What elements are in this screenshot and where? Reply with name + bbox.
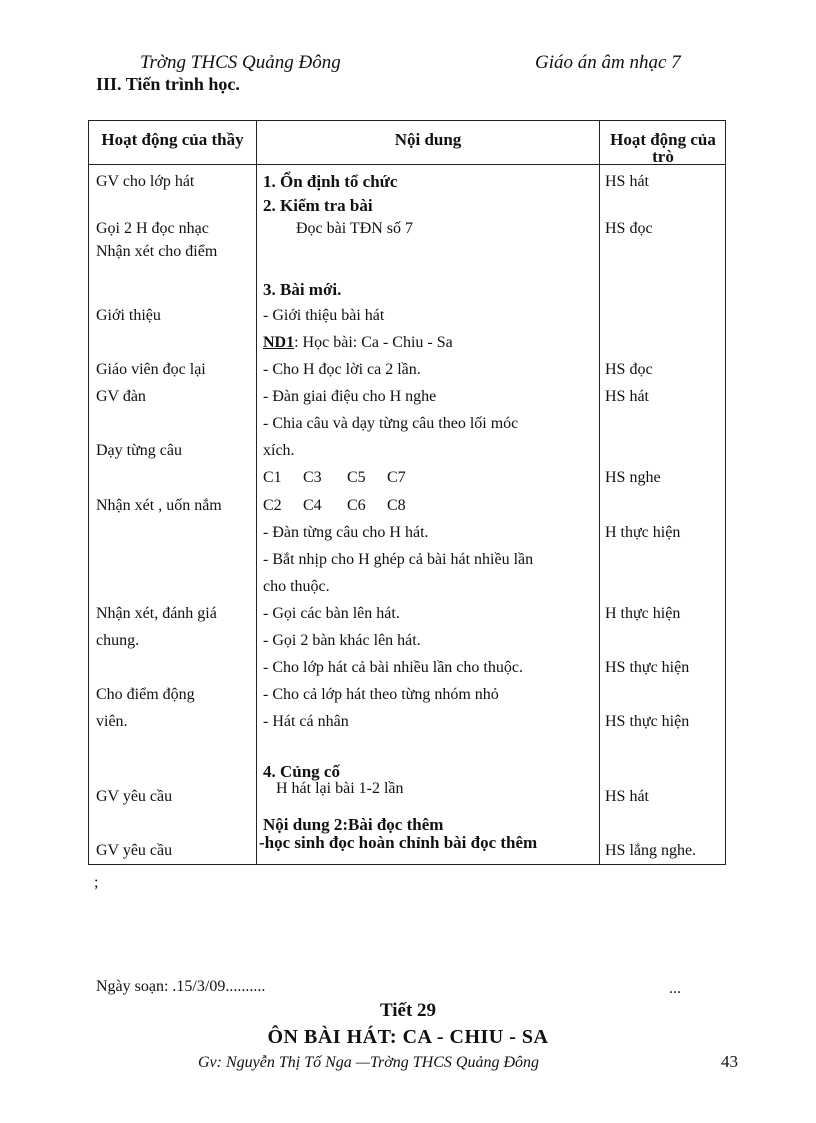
content-line: - Cho cả lớp hát theo từng nhóm nhỏ <box>263 686 499 703</box>
header-school: Trờng THCS Quảng Đông <box>140 52 341 73</box>
student-cell: HS đọc <box>605 361 653 378</box>
content-line: xích. <box>263 442 295 459</box>
student-cell: HS lắng nghe. <box>605 842 697 859</box>
content-line: - Gọi các bàn lên hát. <box>263 605 400 622</box>
verse-item: C7 <box>387 469 406 486</box>
lesson-table <box>88 120 726 865</box>
song-title: ÔN BÀI HÁT: CA - CHIU - SA <box>267 1026 549 1048</box>
header-teacher-activity: Hoạt động của thầy <box>101 130 244 149</box>
content-line: - Giới thiệu bài hát <box>263 307 385 324</box>
step-heading: 3. Bài mới. <box>263 280 342 299</box>
header-student-activity: Hoạt động của trò <box>610 130 716 166</box>
teacher-cell: Nhận xét, đánh giá <box>96 605 217 622</box>
step-heading: 2. Kiểm tra bài <box>263 196 373 215</box>
column-divider <box>599 121 600 864</box>
header-subject: Giáo án âm nhạc 7 <box>535 52 681 73</box>
verse-item: C5 <box>347 469 366 486</box>
student-cell: HS hát <box>605 788 649 805</box>
teacher-cell: GV cho lớp hát <box>96 173 195 190</box>
verse-item: C8 <box>387 497 406 514</box>
content-line: - Cho lớp hát cả bài nhiều lần cho thuộc. <box>263 659 523 676</box>
content-line: Đọc bài TĐN số 7 <box>296 220 414 237</box>
content-line: H hát lại bài 1-2 lần <box>276 780 404 797</box>
content-line: cho thuộc. <box>263 578 330 595</box>
teacher-cell: viên. <box>96 713 128 730</box>
student-cell: HS thực hiện <box>605 659 690 676</box>
step-heading: 1. Ổn định tổ chức <box>263 172 398 191</box>
teacher-cell: Nhận xét cho điểm <box>96 243 218 260</box>
step-heading: 4. Củng cố <box>263 762 340 781</box>
verse-item: C2 <box>263 497 282 514</box>
student-cell: H thực hiện <box>605 524 681 541</box>
content-line <box>263 334 453 352</box>
teacher-cell: Giáo viên đọc lại <box>96 361 206 378</box>
lesson-number: Tiết 29 <box>379 1000 437 1021</box>
page-footer: Gv: Nguyễn Thị Tố Nga —Trờng THCS Quảng Đông <box>198 1054 540 1071</box>
student-cell: HS thực hiện <box>605 713 690 730</box>
nd2-title: Nội dung 2:Bài đọc thêm <box>263 815 444 834</box>
teacher-cell: Nhận xét , uốn nắm <box>96 497 222 514</box>
page-number: 43 <box>721 1052 738 1071</box>
content-line: - Đàn từng câu cho H hát. <box>263 524 429 541</box>
student-cell: HS đọc <box>605 220 653 237</box>
section-title: III. Tiến trình học. <box>96 74 240 94</box>
teacher-cell: Gọi 2 H đọc nhạc <box>96 220 209 237</box>
nd1-label: ND1 <box>263 334 295 351</box>
teacher-cell: GV yêu cầu <box>96 842 173 859</box>
teacher-cell: Dạy từng câu <box>96 442 182 459</box>
verse-item: C3 <box>303 469 322 486</box>
content-line: - Hát cá nhân <box>263 713 349 730</box>
student-cell: HS hát <box>605 173 649 190</box>
verse-item: C1 <box>263 469 282 486</box>
teacher-cell: chung. <box>96 632 140 649</box>
nd2-item: -học sinh đọc hoàn chỉnh bài đọc thêm <box>259 833 538 852</box>
teacher-cell: Cho điểm động <box>96 686 195 703</box>
column-divider <box>256 121 257 864</box>
verse-item: C6 <box>347 497 366 514</box>
stray-semicolon: ; <box>94 874 99 891</box>
verse-item: C4 <box>303 497 322 514</box>
content-line: - Bắt nhịp cho H ghép cả bài hát nhiều lần <box>263 551 534 568</box>
content-line: - Gọi 2 bàn khác lên hát. <box>263 632 421 649</box>
teacher-cell: GV đàn <box>96 388 146 405</box>
content-line: - Cho H đọc lời ca 2 lần. <box>263 361 421 378</box>
student-cell: HS hát <box>605 388 649 405</box>
student-cell: H thực hiện <box>605 605 681 622</box>
trailing-dots: ... <box>669 980 681 997</box>
content-line: - Đàn giai điệu cho H nghe <box>263 388 437 405</box>
content-line: - Chia câu và dạy từng câu theo lối móc <box>263 415 519 432</box>
student-cell: HS nghe <box>605 469 661 486</box>
teacher-cell: Giới thiệu <box>96 307 161 324</box>
preparation-date: Ngày soạn: .15/3/09.......... <box>96 978 266 995</box>
header-content: Nội dung <box>394 130 462 149</box>
teacher-cell: GV yêu cầu <box>96 788 173 805</box>
nd1-text: : Học bài: Ca - Chiu - Sa <box>294 334 453 351</box>
